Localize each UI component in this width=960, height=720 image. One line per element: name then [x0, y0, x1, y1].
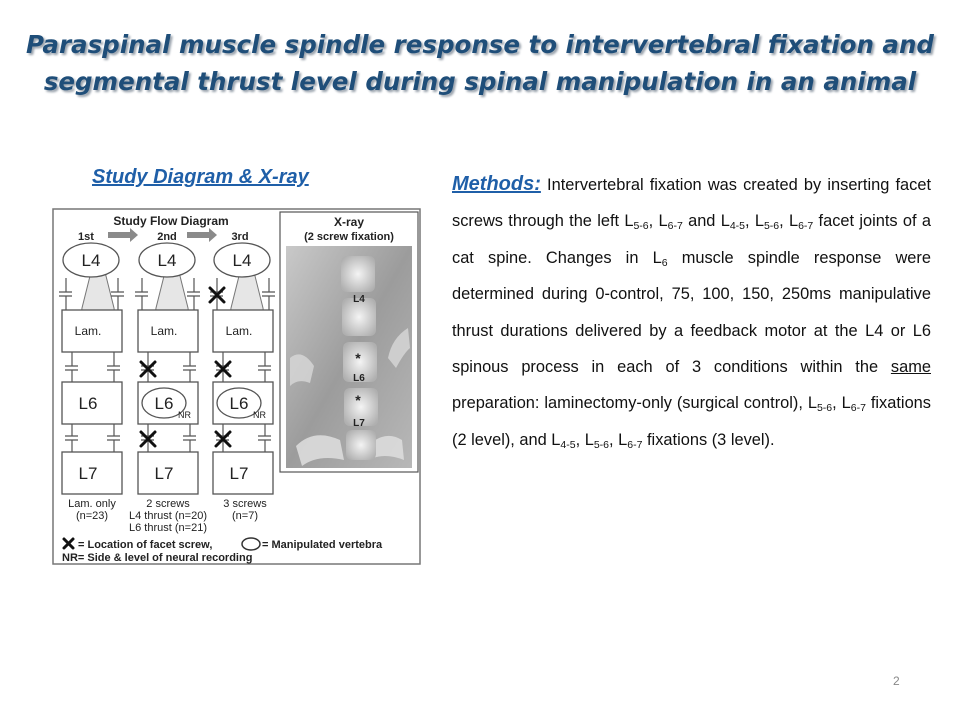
vertebra-l4-label: L4 — [81, 251, 101, 270]
study-figure-svg — [52, 208, 422, 566]
column-3-caption: 3 screws — [223, 498, 267, 510]
subscript: 6-7 — [850, 402, 866, 415]
legend-vertebra-text: = Manipulated vertebra — [262, 539, 383, 551]
page-number: 2 — [893, 674, 900, 688]
step-3-label: 3rd — [231, 231, 249, 243]
legend-nr-text: NR= Side & level of neural recording — [62, 552, 253, 564]
xray-l7-label: L7 — [353, 418, 365, 429]
neural-recording-label: NR — [178, 410, 191, 420]
xray-title: X-ray — [333, 215, 365, 229]
vertebra-l7-label: L7 — [154, 464, 174, 483]
xray-l4-label: L4 — [353, 294, 365, 305]
column-1-caption: Lam. only — [68, 498, 116, 510]
step-1-label: 1st — [78, 231, 94, 243]
xray-vertebra — [341, 256, 375, 292]
vertebra-lam-label: Lam. — [150, 324, 178, 338]
neural-recording-label: NR — [253, 410, 266, 420]
subscript: 5-6 — [593, 438, 610, 451]
methods-label: Methods: — [452, 173, 541, 195]
subscript: 5-6 — [633, 220, 649, 233]
methods-paragraph — [452, 166, 931, 458]
vertebra-l6-label: L6 — [229, 394, 249, 413]
subscript: 6-7 — [798, 220, 814, 233]
methods-text: , L — [745, 212, 764, 231]
xray-l6-label: L6 — [353, 373, 365, 384]
vertebra-l6-label: L6 — [78, 394, 98, 413]
column-3-count: (n=7) — [232, 510, 258, 522]
vertebra-lam-label: Lam. — [74, 324, 102, 338]
subscript: 6-7 — [667, 220, 683, 233]
xray-screw-marker: * — [355, 350, 361, 366]
vertebra-l6-label: L6 — [154, 394, 174, 413]
step-2-label: 2nd — [157, 231, 177, 243]
methods-text: facet joints of a cat spine. Changes in L — [452, 212, 931, 267]
xray-subtitle: (2 screw fixation) — [304, 231, 394, 243]
title-line-2: segmental thrust level during spinal manipulation in an animal — [43, 67, 917, 96]
vertebra-l7-label: L7 — [229, 464, 249, 483]
underlined-word: same — [890, 358, 931, 377]
vertebra-l4-label: L4 — [157, 251, 177, 270]
vertebra-l7-label: L7 — [78, 464, 98, 483]
subscript: 4-5 — [560, 438, 576, 451]
column-1-count: (n=23) — [75, 510, 109, 522]
methods-text: Intervertebral fixation was created by inserting facet screws through the left L — [452, 176, 931, 231]
column-2-caption: 2 screws — [146, 498, 190, 510]
figure-subheading: Study Diagram & X-ray — [92, 166, 309, 188]
thrust-l6-count: L6 thrust (n=21) — [129, 522, 207, 534]
legend-screw-text: = Location of facet screw, — [78, 539, 213, 551]
subscript: 5-6 — [763, 220, 780, 233]
title-line-1: Paraspinal muscle spindle response to intervertebral fixation and — [26, 30, 934, 59]
slide-title — [0, 26, 960, 100]
xray-panel — [280, 212, 418, 472]
vertebra-l4-label: L4 — [232, 251, 252, 270]
xray-vertebra — [346, 430, 376, 460]
methods-text: preparation: laminectomy-only (surgical control), L — [452, 394, 817, 413]
vertebra-lam-label: Lam. — [225, 324, 253, 338]
flow-diagram-title: Study Flow Diagram — [113, 214, 229, 228]
subscript: 6 — [661, 256, 668, 269]
subscript: 4-5 — [729, 220, 745, 233]
methods-text: , L — [609, 430, 628, 449]
methods-text: fixations (3 level). — [642, 430, 775, 449]
methods-text: muscle spindle response were determined during 0-control, 75, 100, 150, 250ms manipulative thrust durations delivered by a feedback motor at the L4 or L6 spinous process in each of 3 conditions within the — [452, 248, 931, 377]
methods-text: and L — [682, 212, 730, 231]
thrust-l4-count: L4 thrust (n=20) — [129, 510, 207, 522]
subscript: 5-6 — [816, 402, 833, 415]
methods-text: , L — [779, 212, 799, 231]
methods-text: fixations (2 level), and L — [452, 394, 931, 449]
methods-text: , L — [648, 212, 668, 231]
study-figure — [52, 208, 422, 566]
methods-text: , L — [575, 430, 594, 449]
xray-screw-marker: * — [355, 392, 361, 408]
methods-text: , L — [832, 394, 851, 413]
subscript: 6-7 — [627, 438, 643, 451]
